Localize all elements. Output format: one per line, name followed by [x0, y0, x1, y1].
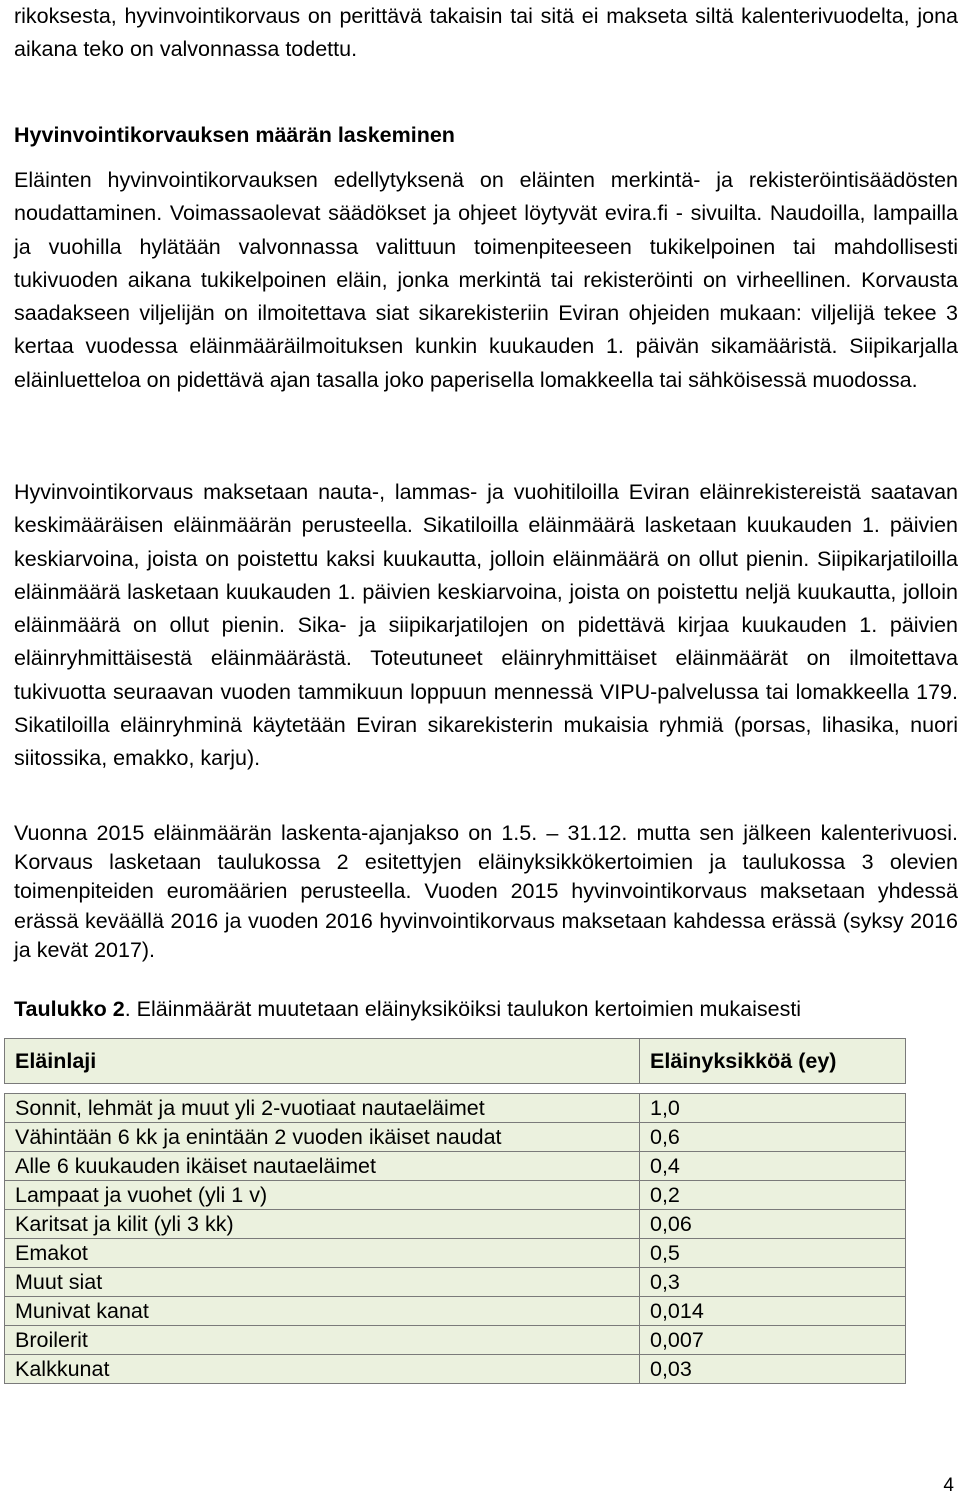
table-header-row: [5, 1039, 906, 1084]
cell-animal-units: 1,0: [640, 1094, 906, 1123]
table-caption: [14, 994, 801, 1024]
paragraph-1: Eläinten hyvinvointikorvauksen edellytyksenä on eläinten merkintä- ja rekisteröintisäädösten noudattaminen. Voimassaolevat säädökset ja ohjeet löytyvät evira.fi - sivuilta. Naudoilla, lampailla ja vuohilla hylätään valvonnassa valittuun toimenpiteeseen tukikelpoinen tai mahdollisesti tukivuoden aikana tukikelpoinen eläin, jonka merkintä tai rekisteröinti on virheellinen. Korvausta saadakseen viljelijän on ilmoitettava siat sikarekisteriin Eviran ohjeiden mukaan: viljelijä tekee 3 kertaa vuodessa eläinmääräilmoituksen kunkin kuukauden 1. päivän sikamääristä. Siipikarjalla eläinluetteloa on pidettävä ajan tasalla joko paperisella lomakkeella tai sähköisessä muodossa.: [14, 168, 958, 392]
cell-animal-type: Karitsat ja kilit (yli 3 kk): [5, 1210, 640, 1239]
table-row: [5, 1094, 906, 1123]
table-caption-text: . Eläinmäärät muutetaan eläinyksiköiksi taulukon kertoimien mukaisesti: [124, 997, 802, 1021]
cell-animal-units: 0,5: [640, 1239, 906, 1268]
paragraph-3: Vuonna 2015 eläinmäärän laskenta-ajanjakso on 1.5. – 31.12. mutta sen jälkeen kalenterivuosi. Korvaus lasketaan taulukossa 2 esitettyjen eläinyksikkökertoimien ja taulukossa 3 olevien toimenpiteiden euromäärien perusteella. Vuoden 2015 hyvinvointikorvaus maksetaan yhdessä erässä keväällä 2016 ja vuoden 2016 hyvinvointikorvaus maksetaan kahdessa erässä (syksy 2016 ja kevät 2017).: [14, 821, 958, 962]
cell-animal-units: 0,3: [640, 1268, 906, 1297]
table-row: [5, 1123, 906, 1152]
table-row: [5, 1210, 906, 1239]
table-row: [5, 1152, 906, 1181]
cell-animal-type: Muut siat: [5, 1268, 640, 1297]
cell-animal-type: Kalkkunat: [5, 1355, 640, 1384]
cell-animal-units: 0,6: [640, 1123, 906, 1152]
table-row: [5, 1355, 906, 1384]
cell-animal-units: 0,014: [640, 1297, 906, 1326]
cell-animal-type: Broilerit: [5, 1326, 640, 1355]
cell-animal-type: Munivat kanat: [5, 1297, 640, 1326]
cell-animal-type: Alle 6 kuukauden ikäiset nautaeläimet: [5, 1152, 640, 1181]
intro-paragraph: rikoksesta, hyvinvointikorvaus on perittävä takaisin tai sitä ei makseta siltä kalenterivuodelta, jona aikana teko on valvonnassa todettu.: [14, 4, 958, 62]
table-caption-label: Taulukko 2: [14, 997, 125, 1021]
cell-animal-type: Sonnit, lehmät ja muut yli 2-vuotiaat nautaeläimet: [5, 1094, 640, 1123]
header-animal-type: Eläinlaji: [5, 1039, 640, 1084]
cell-animal-units: 0,2: [640, 1181, 906, 1210]
coefficient-table-wrapper: [4, 1038, 905, 1384]
cell-animal-units: 0,03: [640, 1355, 906, 1384]
cell-animal-units: 0,06: [640, 1210, 906, 1239]
paragraph-2: Hyvinvointikorvaus maksetaan nauta-, lammas- ja vuohitiloilla Eviran eläinrekistereistä saatavan keskimääräisen eläinmäärän perusteella. Sikatiloilla eläinmäärä lasketaan kuukauden 1. päivien keskiarvoina, joista on poistettu kaksi kuukautta, jolloin eläinmäärä on ollut pienin. Siipikarjatiloilla eläinmäärä lasketaan kuukauden 1. päivien keskiarvoina, joista on poistettu neljä kuukautta, jolloin eläinmäärä on ollut pienin. Sika- ja siipikarjatilojen on pidettävä kirjaa kuukauden 1. päivien eläinryhmittäisestä eläinmäärästä. Toteutuneet eläinryhmittäiset eläinmäärät on ilmoitettava tukivuotta seuraavan vuoden tammikuun loppuun mennessä VIPU-palvelussa tai lomakkeella 179. Sikatiloilla eläinryhminä käytetään Eviran sikarekisterin mukaisia ryhmiä (porsas, lihasika, nuori siitossika, emakko, karju).: [14, 480, 958, 771]
table-row: [5, 1297, 906, 1326]
cell-animal-type: Vähintään 6 kk ja enintään 2 vuoden ikäiset naudat: [5, 1123, 640, 1152]
cell-animal-units: 0,007: [640, 1326, 906, 1355]
table-body: [5, 1084, 906, 1384]
table-row: [5, 1239, 906, 1268]
table-row: [5, 1326, 906, 1355]
table-spacer-row: [5, 1084, 906, 1094]
header-animal-units: Eläinyksikköä (ey): [640, 1039, 906, 1084]
table-row: [5, 1181, 906, 1210]
cell-animal-type: Lampaat ja vuohet (yli 1 v): [5, 1181, 640, 1210]
cell-animal-units: 0,4: [640, 1152, 906, 1181]
table-row: [5, 1268, 906, 1297]
coefficient-table: [4, 1038, 906, 1384]
page-number: 4: [943, 1475, 954, 1496]
cell-animal-type: Emakot: [5, 1239, 640, 1268]
section-heading: Hyvinvointikorvauksen määrän laskeminen: [14, 123, 455, 147]
